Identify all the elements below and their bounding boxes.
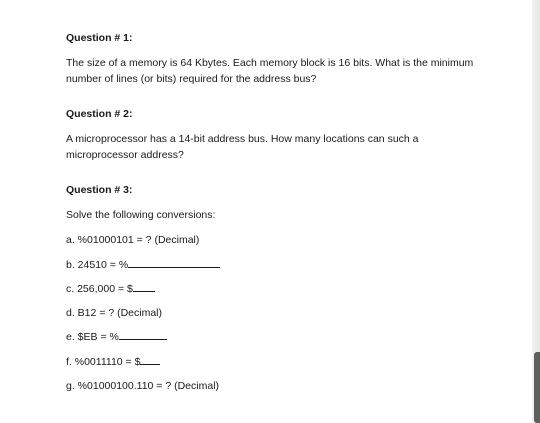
answer-blank xyxy=(119,329,167,340)
question-1 xyxy=(66,31,486,87)
conversion-item-c: c. 256,000 = $ xyxy=(66,281,486,296)
question-2-text: A microprocessor has a 14-bit address bus. How many locations can such a microprocessor address? xyxy=(66,133,419,161)
question-3-text: Solve the following conversions: xyxy=(66,209,216,221)
conversion-item-b: b. 24510 = % xyxy=(66,257,486,272)
conversion-item-d: d. B12 = ? (Decimal) xyxy=(66,306,162,319)
question-3 xyxy=(66,183,486,393)
question-2 xyxy=(66,107,486,163)
question-list xyxy=(66,31,486,393)
conversion-item-a: a. %01000101 = ? (Decimal) xyxy=(66,234,200,247)
conversion-item-e: e. $EB = % xyxy=(66,329,486,344)
answer-blank xyxy=(128,257,220,268)
question-1-text: The size of a memory is 64 Kbytes. Each memory block is 16 bits. What is the minimum number of lines (or bits) required for the address bus? xyxy=(66,57,474,85)
question-3-heading: Question # 3: xyxy=(66,184,133,196)
scrollbar-thumb[interactable] xyxy=(534,352,540,423)
conversion-list xyxy=(66,233,486,393)
question-1-heading: Question # 1: xyxy=(66,32,133,44)
answer-blank xyxy=(133,281,155,292)
conversion-item-g: g. %01000100.110 = ? (Decimal) xyxy=(66,379,220,392)
question-2-heading: Question # 2: xyxy=(66,108,133,120)
answer-blank xyxy=(140,354,160,365)
conversion-item-f: f. %0011110 = $ xyxy=(66,354,486,369)
